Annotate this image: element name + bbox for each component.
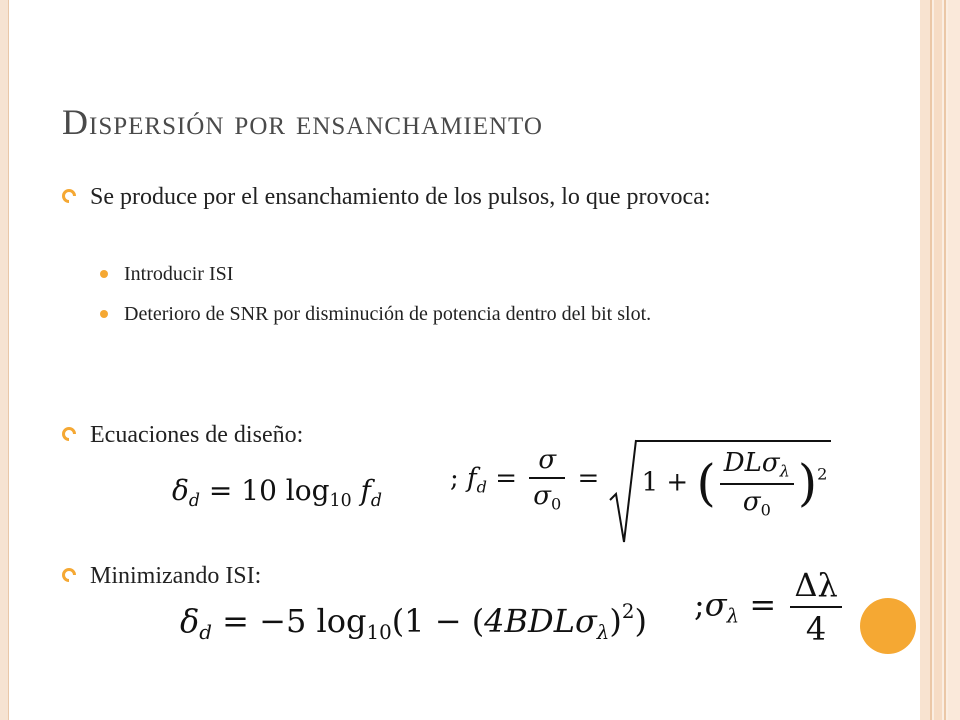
eq4-numerator: Δλ (794, 566, 838, 604)
sub-bullet-snr (100, 299, 840, 329)
eq2-inner-num: DLσ (723, 448, 780, 478)
bullet-minimize-isi (62, 559, 562, 593)
eq2-f: f (467, 463, 477, 494)
eq4-denominator: 4 (805, 610, 827, 648)
eq1-f: f (360, 474, 371, 507)
eq2-inner-sigma0-sub: 0 (760, 500, 771, 520)
bullet-marker-icon (62, 189, 76, 203)
sqrt-radical-icon (608, 434, 638, 546)
eq2-sigma0-sub: 0 (551, 494, 562, 514)
slide-title (62, 101, 543, 143)
bullet-pulse-broadening (62, 180, 822, 214)
eq3-inner-sub: λ (596, 620, 610, 644)
eq1-delta-sub: d (188, 491, 200, 512)
eq2-right-paren: ) (797, 453, 818, 512)
eq3-minus: − (434, 601, 462, 640)
eq2-sigma: σ (538, 445, 557, 476)
bullet-text: Ecuaciones de diseño: (90, 422, 304, 448)
equation-sigma-lambda: $;\sigma_\lambda$ = $\frac{\Delta\lambda}{4}$ (694, 566, 846, 648)
bullet-marker-icon (62, 427, 76, 441)
eq4-sigma-sub: λ (726, 604, 740, 628)
sub-bullet-text: Introducir ISI (124, 263, 234, 285)
bullet-marker-icon (62, 568, 76, 582)
eq1-coefficient: 10 (241, 474, 277, 507)
bullet-text: Minimizando ISI: (90, 563, 262, 589)
eq4-sigma: σ (704, 585, 727, 624)
eq2-inner-num-sub: λ (779, 461, 790, 481)
eq4-fraction (790, 566, 841, 648)
eq3-coefficient: −5 (259, 601, 307, 640)
equation-delta-d-min: $\delta_d = -5$ $\log_{10}(1 - (4BDL\sigma_\lambda)^2)$ (180, 600, 647, 644)
eq2-left-paren: ( (696, 453, 716, 512)
eq3-exponent: 2 (621, 600, 635, 623)
eq3-one: 1 (404, 601, 425, 640)
eq2-inner-fraction (720, 448, 794, 519)
eq3-inner: 4BDLσ (484, 601, 597, 640)
eq2-separator: ; (450, 463, 459, 494)
eq3-delta-sub: d (199, 620, 212, 644)
eq4-separator: ; (694, 585, 705, 624)
title-rest: ispersión por ensanchamiento (89, 102, 543, 142)
eq1-delta: δ (172, 474, 189, 507)
eq2-f-sub: d (476, 477, 487, 497)
eq2-sqrt: 1 + ( $\frac{DL\sigma_\lambda}{\sigma_0}$ )$^2$ (608, 440, 832, 519)
sub-bullet-isi (100, 259, 840, 289)
eq2-one: 1 (641, 467, 659, 498)
title-initial: D (62, 102, 89, 142)
eq3-log-base: 10 (366, 620, 392, 644)
equation-f-d: ; $f_d$ = $\frac{\sigma}{\sigma_0}$ = 1 + ( $\frac{DL\sigma_\lambda}{\sigma_0}$ )$^2$ (450, 440, 831, 519)
eq2-fraction (529, 445, 565, 514)
eq1-log-base: 10 (329, 491, 352, 512)
eq1-log: log (285, 474, 330, 507)
sub-bullet-dot-icon (100, 270, 108, 278)
sub-bullet-text: Deterioro de SNR por disminución de potencia dentro del bit slot. (124, 303, 652, 325)
bullet-text: Se produce por el ensanchamiento de los pulsos, lo que provoca: (90, 184, 711, 210)
eq2-sigma0: σ (533, 481, 552, 512)
sub-bullet-dot-icon (100, 310, 108, 318)
equation-delta-d: $\delta_d = 10$ $\log_{10} f_d$ (172, 474, 383, 512)
eq3-log: log (316, 601, 367, 640)
eq3-delta: δ (180, 601, 200, 640)
eq2-exponent: 2 (817, 464, 828, 484)
eq2-inner-sigma0: σ (742, 486, 761, 517)
eq1-f-sub: d (370, 491, 383, 512)
